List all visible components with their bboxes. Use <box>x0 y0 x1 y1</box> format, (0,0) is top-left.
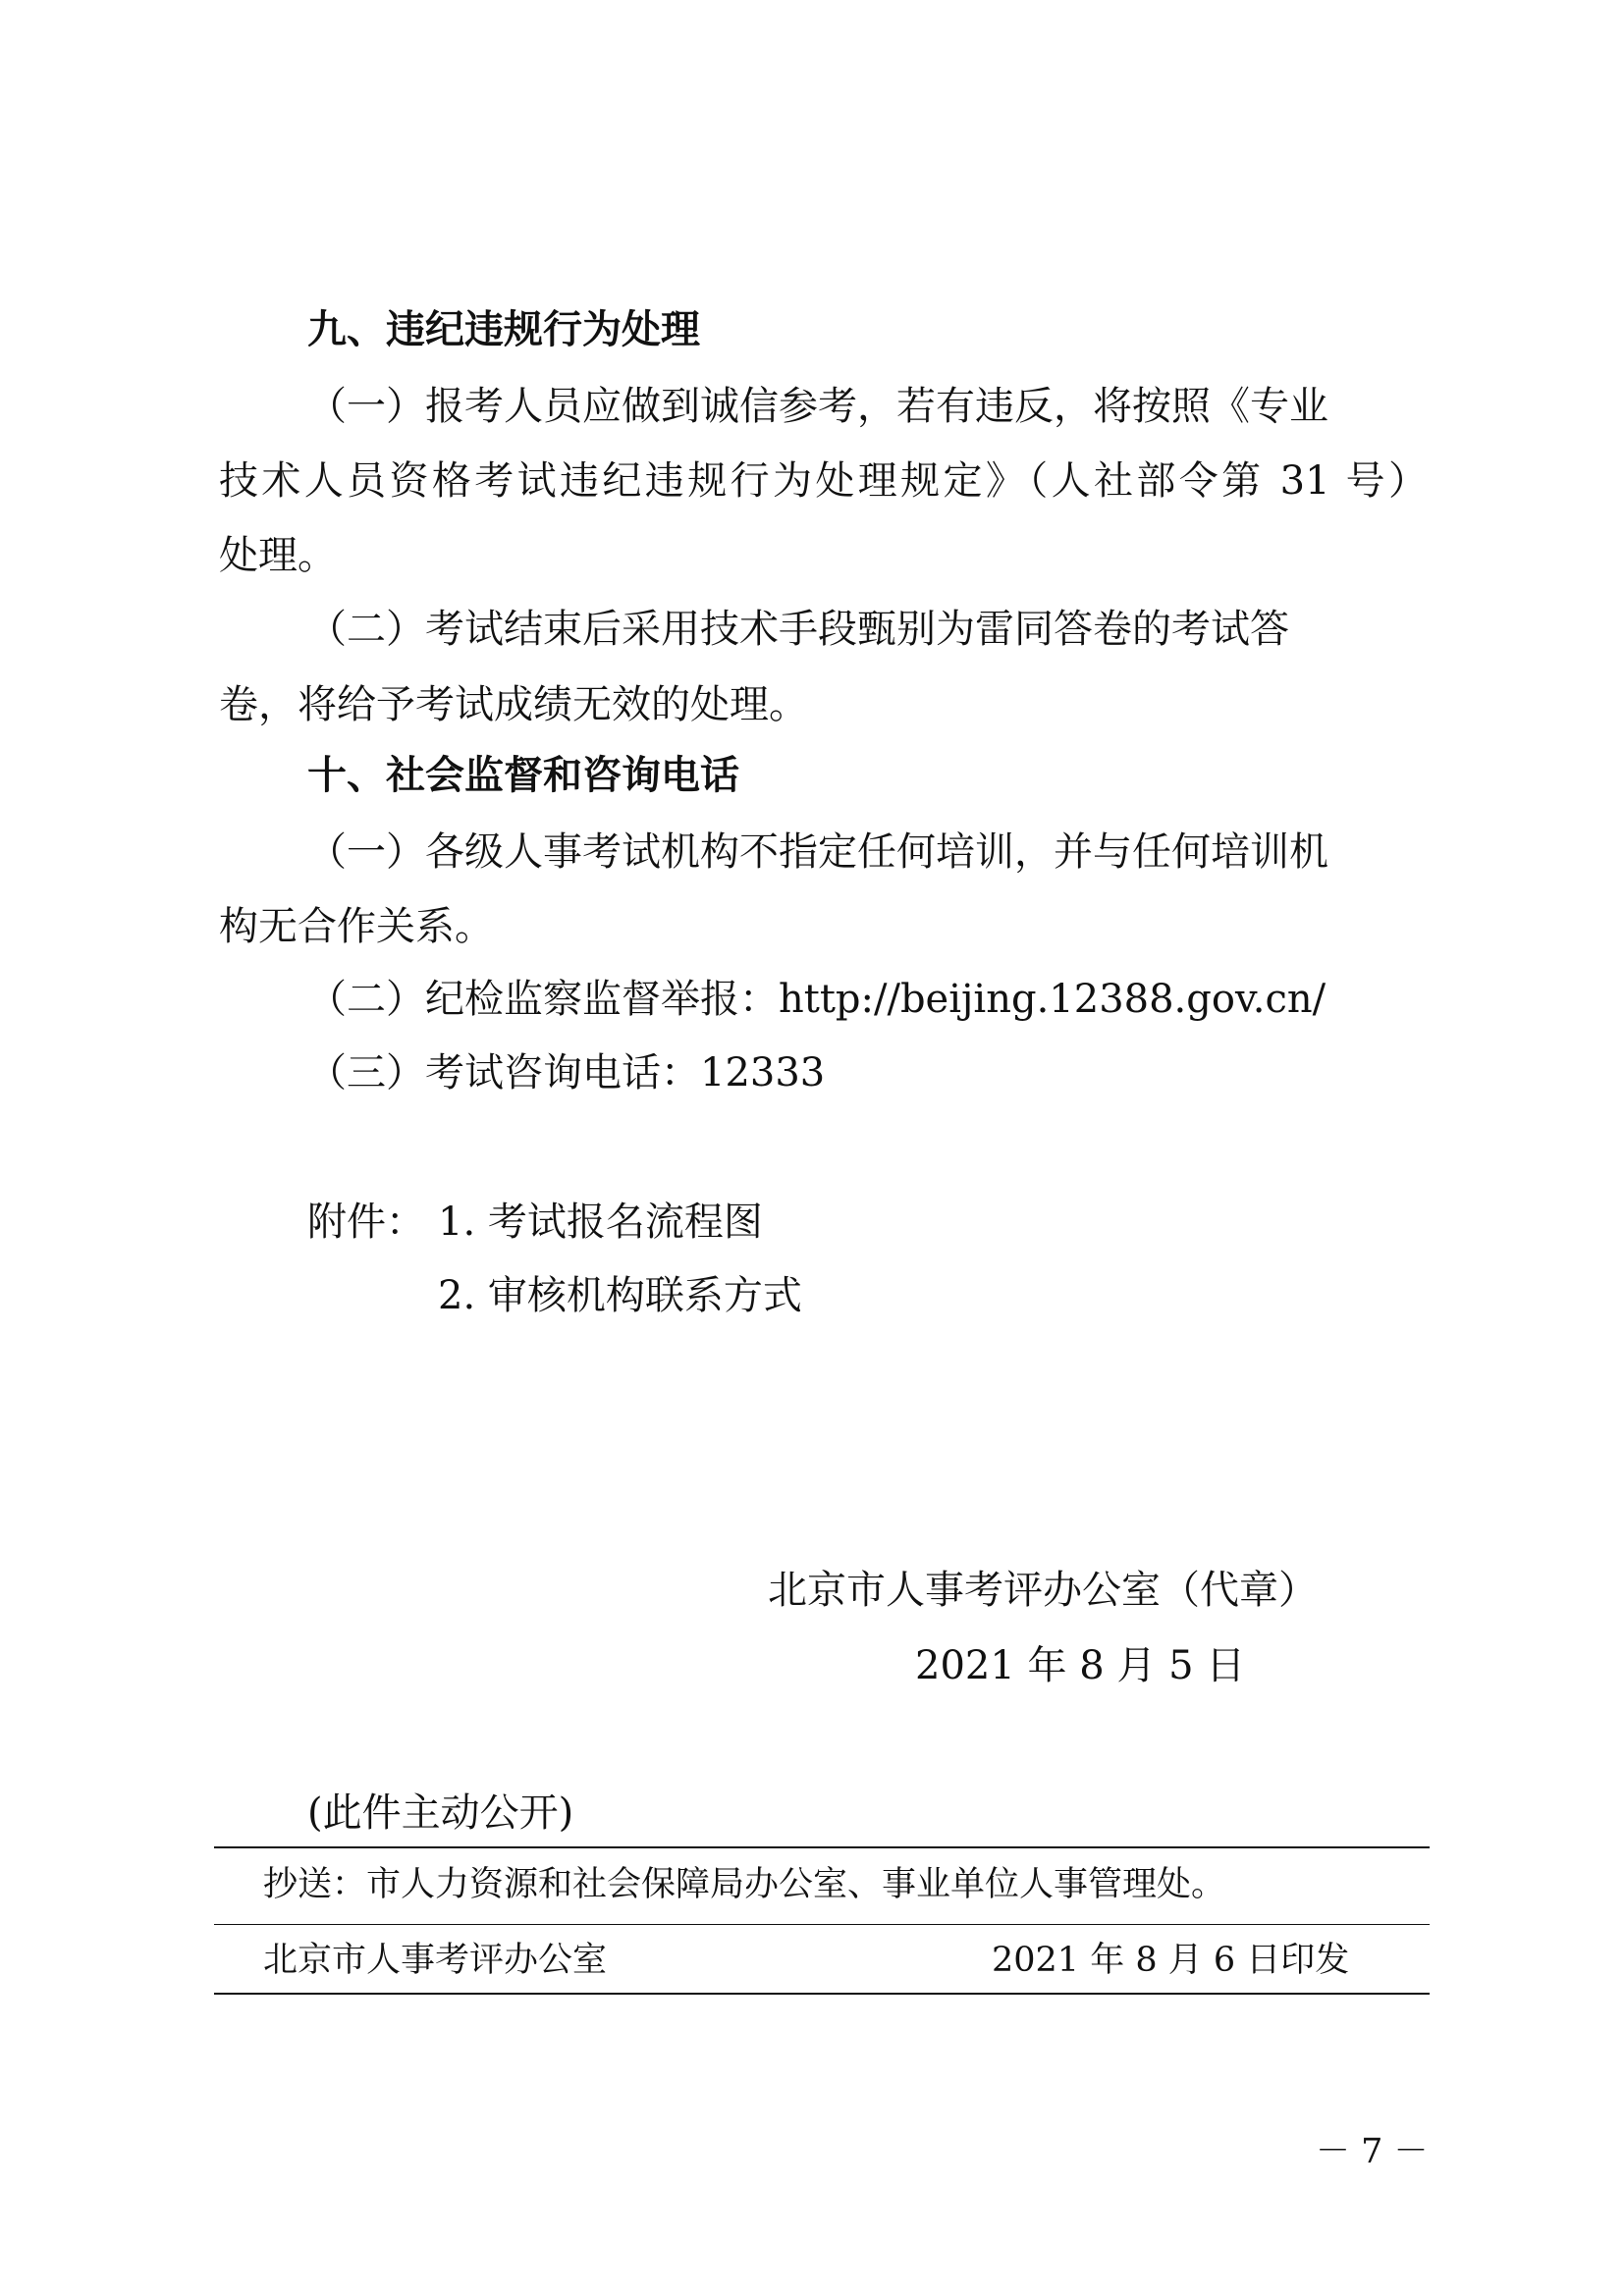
section-10-heading: 十、社会监督和咨询电话 <box>307 753 739 798</box>
attachment-item-1: 1. 考试报名流程图 <box>438 1200 763 1245</box>
section-10-item-2-link-line: （二）纪检监察监督举报：http://beijing.12388.gov.cn/ <box>307 977 1326 1022</box>
attachment-item-2: 2. 审核机构联系方式 <box>438 1273 802 1318</box>
section-9-item-2-line-1: （二）考试结束后采用技术手段甄别为雷同答卷的考试答 <box>307 607 1289 652</box>
footer-cc: 抄送：市人力资源和社会保障局办公室、事业单位人事管理处。 <box>263 1865 1226 1904</box>
footer-bottom-rule <box>214 1993 1430 1995</box>
footer-issue-date: 2021 年 8 月 6 日印发 <box>992 1941 1350 1980</box>
section-9-item-2-line-2: 卷，将给予考试成绩无效的处理。 <box>219 682 808 727</box>
signature-org: 北京市人事考评办公室（代章） <box>768 1568 1318 1613</box>
page-number: － 7 － <box>1316 2132 1429 2171</box>
signature-date: 2021 年 8 月 5 日 <box>915 1643 1246 1688</box>
section-9-item-1-line-3: 处理。 <box>219 533 337 578</box>
attachments-label: 附件： <box>307 1200 425 1245</box>
section-10-item-3-phone-line: （三）考试咨询电话：12333 <box>307 1050 826 1095</box>
footer-issuer: 北京市人事考评办公室 <box>263 1941 608 1980</box>
section-9-item-1-line-1: （一）报考人员应做到诚信参考，若有违反，将按照《专业 <box>307 384 1328 429</box>
disclosure-note: (此件主动公开) <box>307 1790 574 1836</box>
footer-middle-rule <box>214 1924 1430 1925</box>
section-10-item-1-line-2: 构无合作关系。 <box>219 904 494 949</box>
section-10-item-1-line-1: （一）各级人事考试机构不指定任何培训，并与任何培训机 <box>307 829 1328 875</box>
footer-top-rule <box>214 1846 1430 1848</box>
section-9-item-1-line-2: 技术人员资格考试违纪违规行为处理规定》（人社部令第 31 号） <box>219 458 1428 504</box>
section-9-heading: 九、违纪违规行为处理 <box>307 307 700 352</box>
